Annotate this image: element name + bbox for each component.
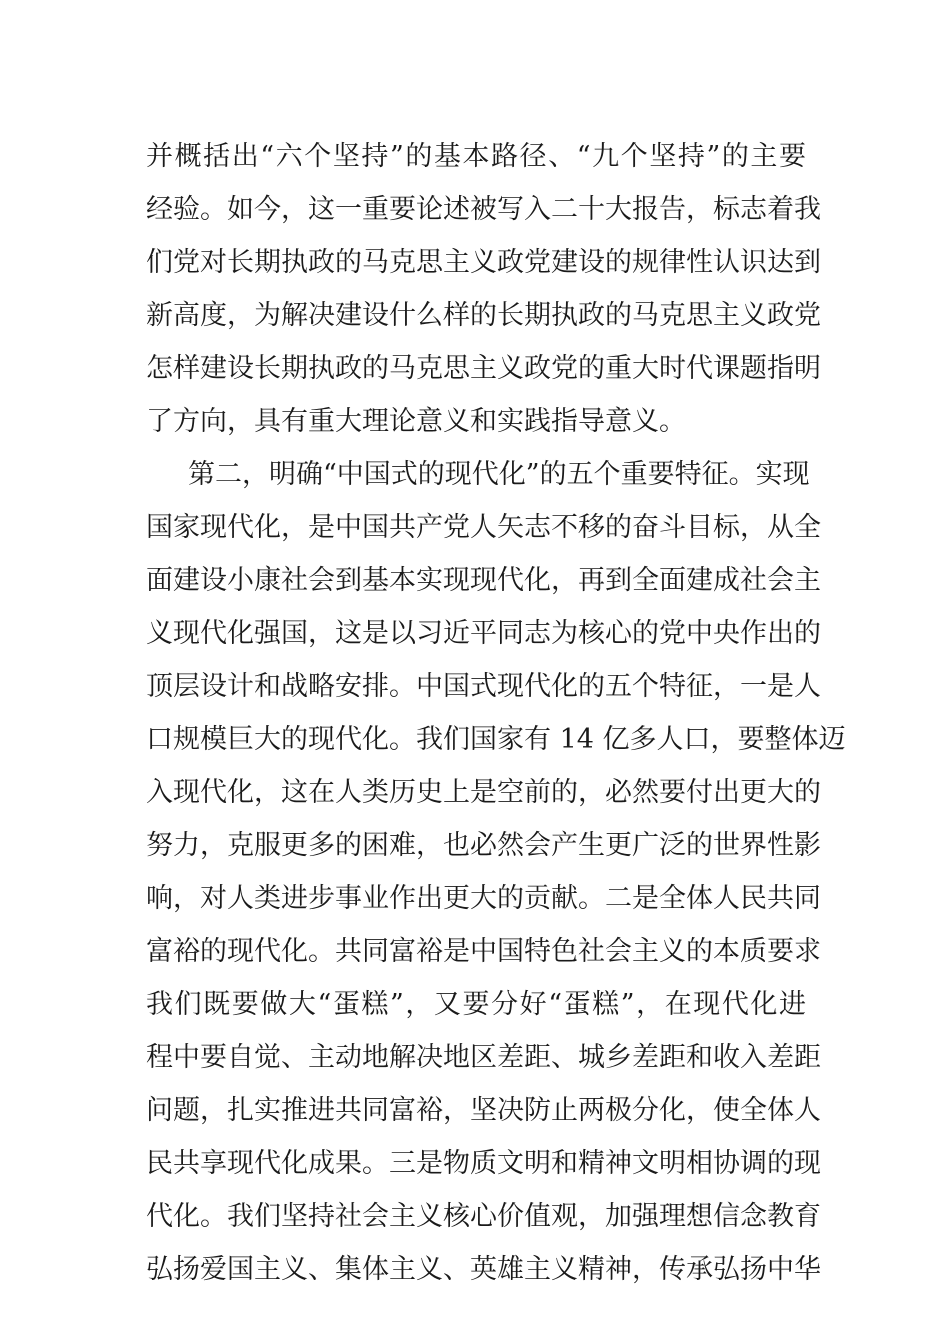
text-line: 并概括出“六个坚持”的基本路径、“九个坚持”的主要	[146, 141, 806, 172]
text-line: 们党对长期执政的马克思主义政党建设的规律性认识达到	[146, 247, 821, 278]
text-line: 民共享现代化成果。三是物质文明和精神文明相协调的现	[146, 1148, 821, 1179]
text-line: 程中要自觉、主动地解决地区差距、城乡差距和收入差距	[146, 1042, 821, 1073]
text-line: 努力，克服更多的困难，也必然会产生更广泛的世界性影	[146, 830, 821, 861]
body-text	[146, 130, 846, 1296]
text-line: 了方向，具有重大理论意义和实践指导意义。	[146, 406, 686, 437]
text-line: 入现代化，这在人类历史上是空前的，必然要付出更大的	[146, 777, 821, 808]
text-line: 弘扬爱国主义、集体主义、英雄主义精神，传承弘扬中华	[146, 1254, 821, 1285]
text-line: 口规模巨大的现代化。我们国家有 14 亿多人口，要整体迈	[146, 724, 846, 755]
text-line: 新高度，为解决建设什么样的长期执政的马克思主义政党	[146, 300, 821, 331]
text-line: 富裕的现代化。共同富裕是中国特色社会主义的本质要求	[146, 936, 821, 967]
text-line: 怎样建设长期执政的马克思主义政党的重大时代课题指明	[146, 353, 821, 384]
text-line: 我们既要做大“蛋糕”，又要分好“蛋糕”，在现代化进	[146, 989, 806, 1020]
text-line: 第二，明确“中国式的现代化”的五个重要特征。实现	[188, 459, 810, 490]
text-line: 义现代化强国，这是以习近平同志为核心的党中央作出的	[146, 618, 821, 649]
text-line: 经验。如今，这一重要论述被写入二十大报告，标志着我	[146, 194, 821, 225]
text-line: 顶层设计和战略安排。中国式现代化的五个特征，一是人	[146, 671, 821, 702]
text-line: 响，对人类进步事业作出更大的贡献。二是全体人民共同	[146, 883, 821, 914]
text-line: 国家现代化，是中国共产党人矢志不移的奋斗目标，从全	[146, 512, 821, 543]
text-line: 代化。我们坚持社会主义核心价值观，加强理想信念教育	[146, 1201, 821, 1232]
text-line: 面建设小康社会到基本实现现代化，再到全面建成社会主	[146, 565, 821, 596]
text-line: 问题，扎实推进共同富裕，坚决防止两极分化，使全体人	[146, 1095, 821, 1126]
